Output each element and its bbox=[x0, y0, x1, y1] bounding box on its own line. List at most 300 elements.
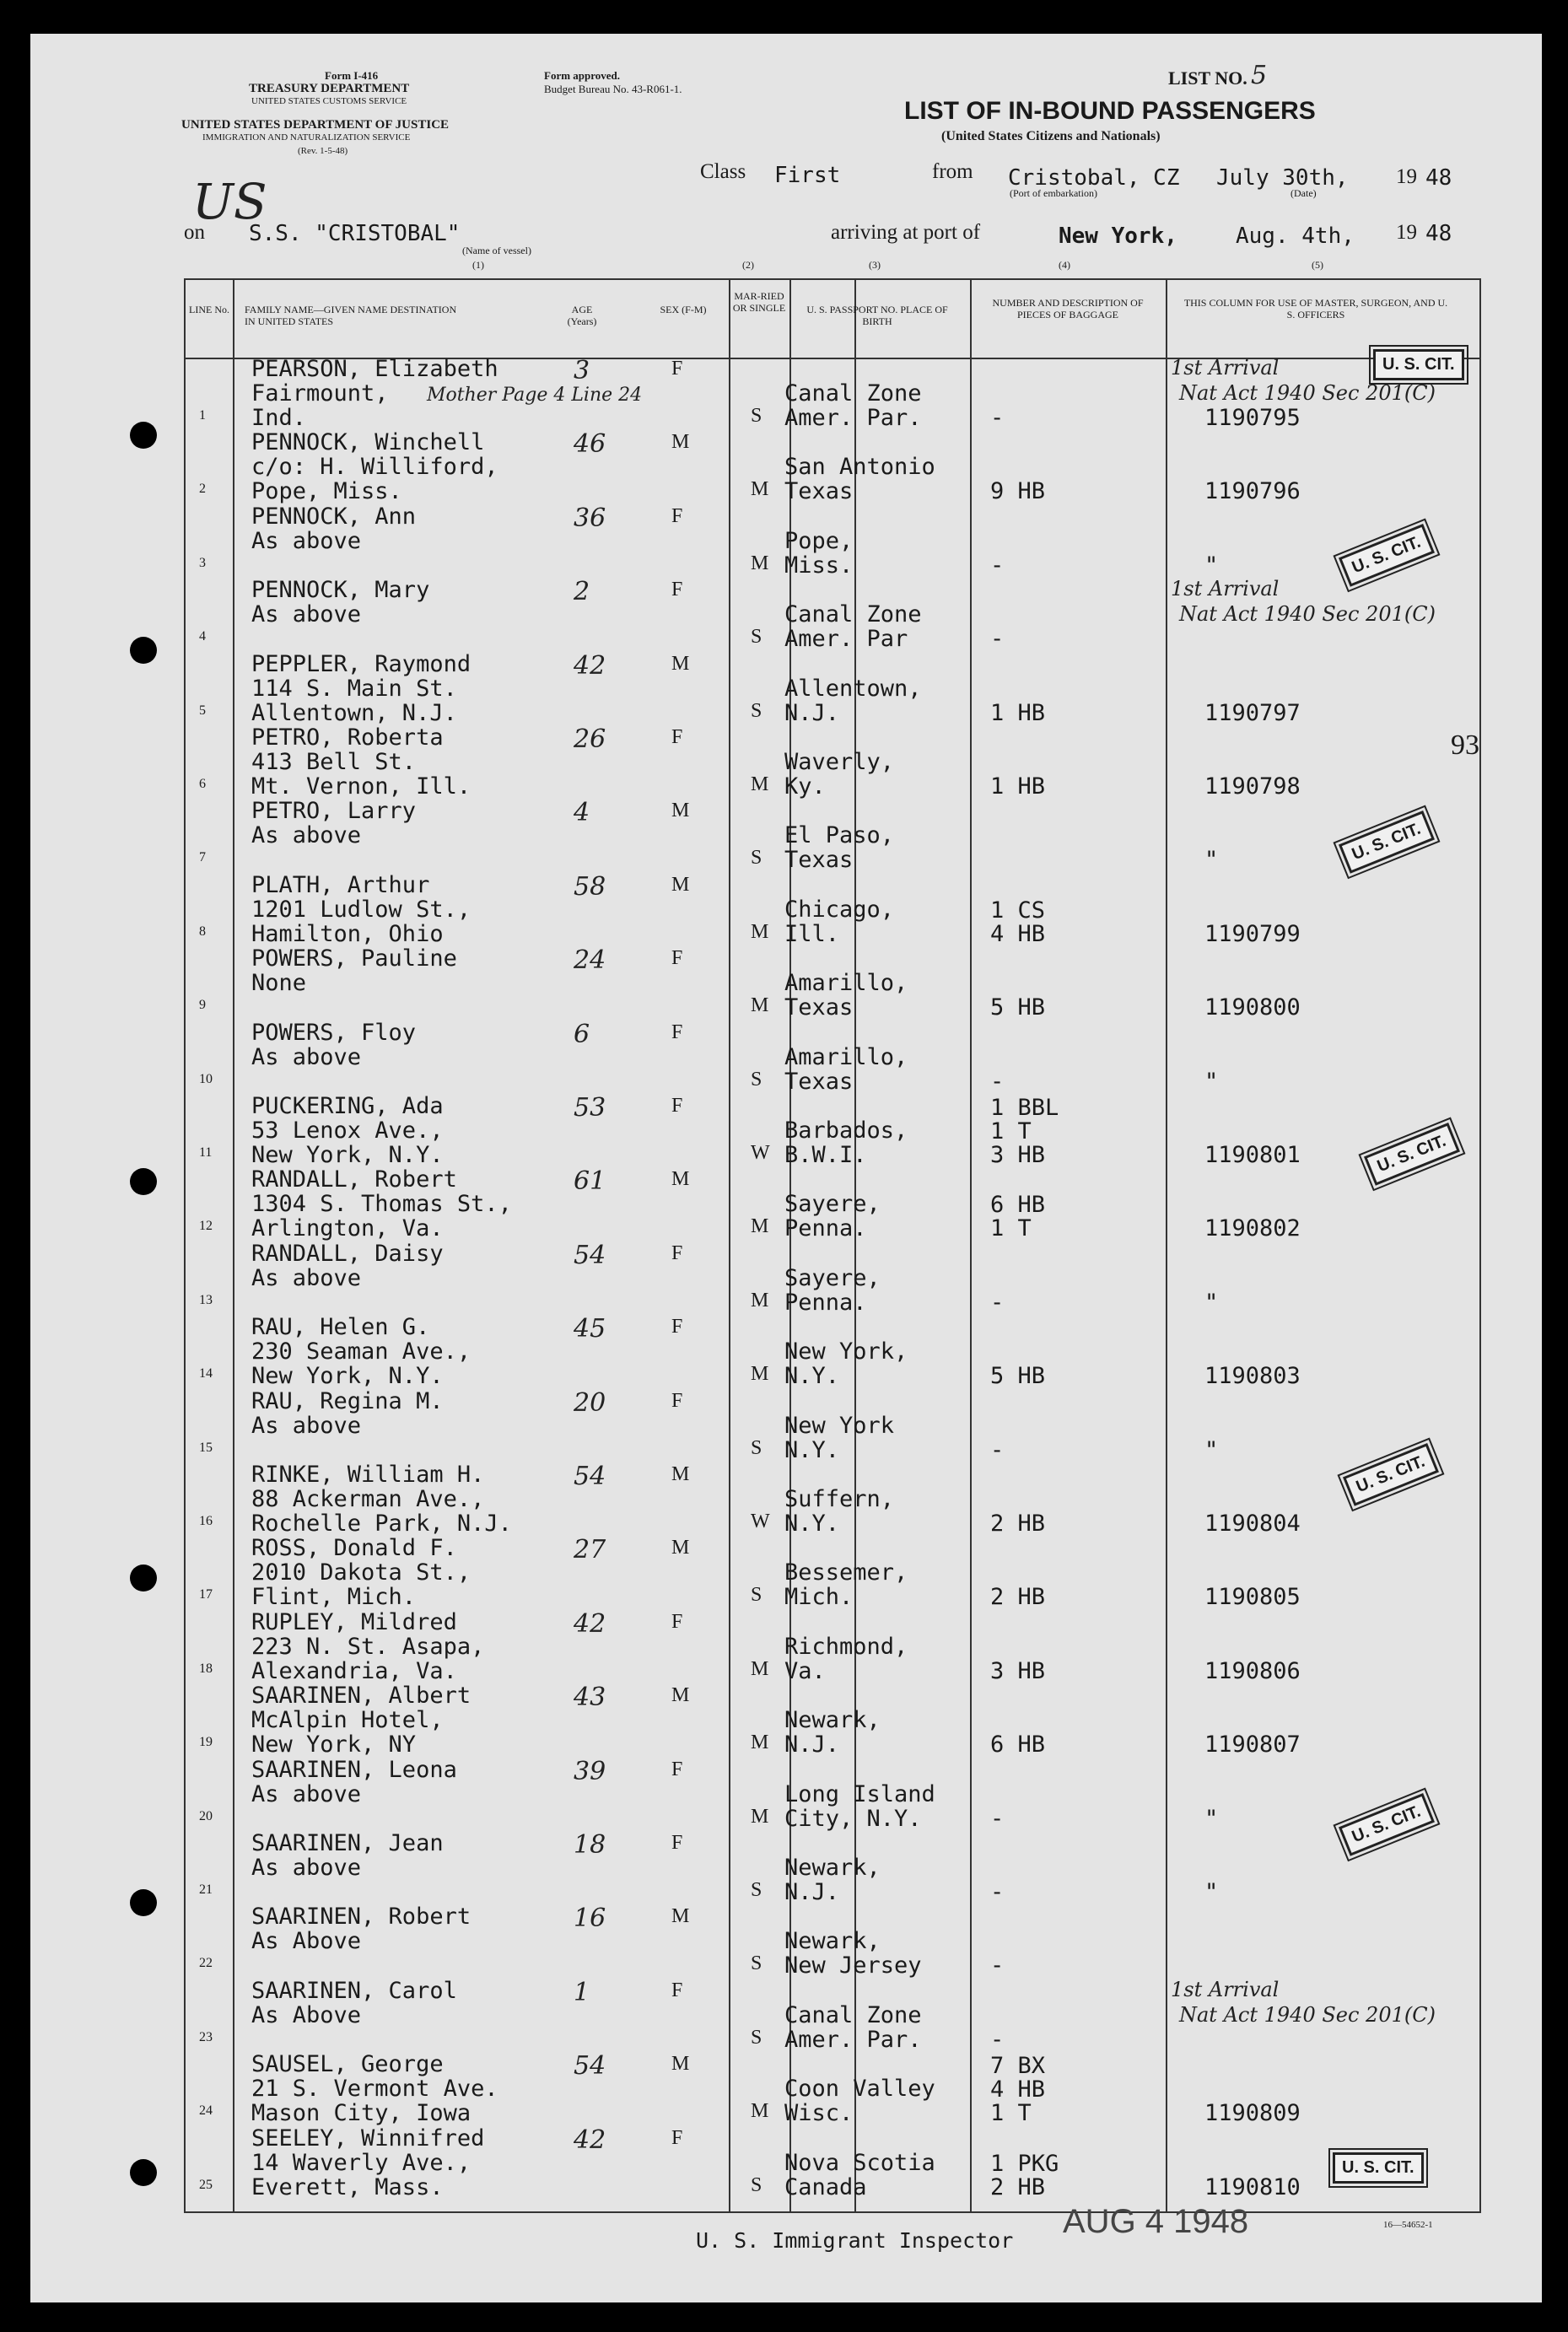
baggage-1: 1 HB bbox=[990, 699, 1046, 726]
ins-service: IMMIGRATION AND NATURALIZATION SERVICE bbox=[202, 132, 411, 143]
destination-line-2: Arlington, Va. bbox=[251, 1215, 444, 1242]
sex: M bbox=[671, 2053, 690, 2076]
arriving-label: arriving at port of bbox=[831, 221, 981, 244]
us-cit-stamp: U. S. CIT. bbox=[1364, 1123, 1460, 1186]
birth-place-1: Canal Zone bbox=[784, 380, 922, 407]
age: 4 bbox=[574, 798, 590, 828]
birth-place-1: El Paso, bbox=[784, 822, 895, 849]
baggage-3: 1 BBL bbox=[990, 1095, 1059, 1121]
destination-line-2: Mt. Vernon, Ill. bbox=[251, 773, 471, 800]
line-number: 18 bbox=[199, 1661, 213, 1676]
passenger-name: SAARINEN, Robert bbox=[251, 1904, 471, 1931]
baggage-2: 6 HB bbox=[990, 1192, 1046, 1219]
officer-annotation: 1st Arrival bbox=[1171, 356, 1280, 380]
budget-bureau: Budget Bureau No. 43-R061-1. bbox=[544, 83, 682, 95]
sex: F bbox=[671, 947, 683, 970]
embark-year: 48 bbox=[1425, 165, 1452, 191]
passenger-name: PEARSON, Elizabeth bbox=[251, 356, 498, 382]
sex: F bbox=[671, 1021, 683, 1043]
passport-number: 1190798 bbox=[1204, 773, 1301, 800]
col-header-name: FAMILY NAME—GIVEN NAME DESTINATION IN UNITED STATES bbox=[245, 304, 457, 327]
sex: M bbox=[671, 1905, 690, 1928]
birth-place-1: Bessemer, bbox=[784, 1559, 908, 1586]
sex: M bbox=[671, 800, 690, 822]
birth-place-2: Ky. bbox=[784, 773, 826, 800]
line-number: 3 bbox=[199, 555, 206, 570]
col-header-passport: U. S. PASSPORT NO. PLACE OF BIRTH bbox=[806, 304, 948, 327]
table-row bbox=[184, 1462, 1478, 1535]
sex: M bbox=[671, 1168, 690, 1191]
birth-place-1: Waverly, bbox=[784, 749, 895, 775]
passport-number: " bbox=[1204, 1289, 1219, 1316]
list-no-label: LIST NO. bbox=[1168, 67, 1247, 89]
birth-place-2: New Jersey bbox=[784, 1952, 922, 1979]
passport-number: " bbox=[1204, 552, 1219, 579]
birth-place-2: B.W.I. bbox=[784, 1142, 867, 1168]
birth-place-1: Newark, bbox=[784, 1928, 881, 1955]
marital-status: M bbox=[751, 552, 769, 574]
birth-place-1: New York, bbox=[784, 1338, 908, 1365]
birth-place-1: Richmond, bbox=[784, 1633, 908, 1660]
birth-place-2: N.Y. bbox=[784, 1363, 840, 1390]
col-header-sex: SEX (F-M) bbox=[660, 304, 707, 315]
destination-line-1: 413 Bell St. bbox=[251, 749, 417, 775]
baggage-1: 3 HB bbox=[990, 1657, 1046, 1684]
table-row bbox=[184, 429, 1478, 503]
birth-place-2: N.Y. bbox=[784, 1436, 840, 1463]
passenger-name: PETRO, Roberta bbox=[251, 724, 444, 751]
table-row bbox=[184, 1241, 1478, 1314]
punch-hole bbox=[130, 2159, 157, 2186]
age: 3 bbox=[574, 356, 590, 385]
baggage-1: 2 HB bbox=[990, 1511, 1046, 1537]
passenger-name: PLATH, Arthur bbox=[251, 871, 430, 898]
line-number: 4 bbox=[199, 629, 206, 644]
destination-line-1: As above bbox=[251, 1264, 362, 1291]
age: 45 bbox=[574, 1314, 606, 1344]
col-header-officers: THIS COLUMN FOR USE OF MASTER, SURGEON, AND U. S. OFFICERS bbox=[1183, 297, 1448, 320]
birth-place-2: Ill. bbox=[784, 920, 840, 947]
marital-status: W bbox=[751, 1511, 770, 1532]
sex: F bbox=[671, 504, 683, 527]
destination-line-1: 223 N. St. Asapa, bbox=[251, 1633, 485, 1660]
passenger-name: RANDALL, Daisy bbox=[251, 1240, 444, 1267]
destination-line-2: New York, N.Y. bbox=[251, 1363, 444, 1390]
on-label: on bbox=[184, 221, 205, 244]
col-num-3: (3) bbox=[869, 259, 881, 271]
page-title: LIST OF IN-BOUND PASSENGERS bbox=[904, 97, 1316, 125]
destination-line-1: 53 Lenox Ave., bbox=[251, 1118, 444, 1144]
customs-service: UNITED STATES CUSTOMS SERVICE bbox=[251, 96, 407, 106]
us-cit-stamp: U. S. CIT. bbox=[1339, 524, 1435, 587]
baggage-1: - bbox=[990, 1289, 1005, 1316]
revision: (Rev. 1-5-48) bbox=[298, 146, 348, 156]
marital-status: S bbox=[751, 626, 762, 649]
passport-number: 1190799 bbox=[1204, 920, 1301, 947]
sex: F bbox=[671, 579, 683, 601]
col-num-2: (2) bbox=[742, 259, 754, 271]
baggage-1: - bbox=[990, 405, 1005, 431]
line-number: 10 bbox=[199, 1071, 213, 1086]
sex: F bbox=[671, 1832, 683, 1854]
baggage-2: 1 CS bbox=[990, 897, 1046, 924]
destination-line-1: 230 Seaman Ave., bbox=[251, 1338, 471, 1365]
marital-status: S bbox=[751, 1436, 762, 1459]
baggage-1: 6 HB bbox=[990, 1731, 1046, 1758]
justice-dept: UNITED STATES DEPARTMENT OF JUSTICE bbox=[181, 118, 450, 132]
birth-place-1: Pope, bbox=[784, 527, 854, 554]
table-row bbox=[184, 1830, 1478, 1904]
marital-status: M bbox=[751, 1805, 769, 1828]
punch-hole bbox=[130, 1565, 157, 1591]
age: 43 bbox=[574, 1683, 606, 1713]
baggage-1: - bbox=[990, 2026, 1005, 2053]
baggage-2: 4 HB bbox=[990, 2076, 1046, 2103]
marital-status: M bbox=[751, 1363, 769, 1386]
age: 54 bbox=[574, 2051, 606, 2082]
baggage-1: - bbox=[990, 626, 1005, 653]
destination-line-1: McAlpin Hotel, bbox=[251, 1707, 444, 1734]
destination-line-1: As above bbox=[251, 1855, 362, 1881]
age: 20 bbox=[574, 1387, 606, 1418]
passport-number: 1190800 bbox=[1204, 994, 1301, 1021]
birth-place-1: Newark, bbox=[784, 1707, 881, 1734]
sex: M bbox=[671, 431, 690, 454]
destination-line-1: 114 S. Main St. bbox=[251, 675, 457, 702]
birth-place-2: City, N.Y. bbox=[784, 1805, 922, 1832]
line-number: 5 bbox=[199, 703, 206, 718]
age: 1 bbox=[574, 1977, 590, 2007]
passport-number: 1190810 bbox=[1204, 2173, 1301, 2200]
destination-line-2: Alexandria, Va. bbox=[251, 1657, 457, 1684]
birth-place-2: Canada bbox=[784, 2173, 867, 2200]
year-prefix: 19 bbox=[1396, 165, 1417, 188]
line-number: 1 bbox=[199, 408, 206, 423]
marital-status: M bbox=[751, 1215, 769, 1238]
destination-line-2: Ind. bbox=[251, 405, 307, 431]
passenger-name: SAUSEL, George bbox=[251, 2051, 444, 2078]
passenger-name: POWERS, Floy bbox=[251, 1019, 417, 1046]
marital-status: S bbox=[751, 2026, 762, 2049]
age: 2 bbox=[574, 577, 590, 607]
arrival-date: Aug. 4th, bbox=[1236, 224, 1355, 249]
destination-line-1: 88 Ackerman Ave., bbox=[251, 1486, 485, 1512]
destination-line-2: New York, N.Y. bbox=[251, 1142, 444, 1168]
destination-line-1: As above bbox=[251, 1780, 362, 1807]
table-row bbox=[184, 1683, 1478, 1756]
baggage-1: - bbox=[990, 1879, 1005, 1905]
marital-status: M bbox=[751, 478, 769, 501]
passport-number: " bbox=[1204, 1436, 1219, 1463]
passport-number: 1190803 bbox=[1204, 1363, 1301, 1390]
age: 27 bbox=[574, 1535, 606, 1565]
destination-line-1: 1304 S. Thomas St., bbox=[251, 1191, 512, 1218]
table-row bbox=[184, 798, 1478, 874]
destination-line-2: Everett, Mass. bbox=[251, 2173, 444, 2200]
sex: F bbox=[671, 1758, 683, 1780]
marital-status: S bbox=[751, 699, 762, 722]
birth-place-2: Texas bbox=[784, 994, 854, 1021]
us-cit-stamp: U. S. CIT. bbox=[1339, 1793, 1435, 1856]
birth-place-2: Mich. bbox=[784, 1584, 854, 1611]
passport-number: " bbox=[1204, 1805, 1219, 1832]
age: 26 bbox=[574, 724, 606, 754]
vessel-caption: (Name of vessel) bbox=[462, 245, 531, 256]
passenger-name: SAARINEN, Leona bbox=[251, 1756, 457, 1783]
birth-place-2: Va. bbox=[784, 1657, 826, 1684]
marital-status: S bbox=[751, 1584, 762, 1607]
sex: M bbox=[671, 1684, 690, 1707]
birth-place-2: Miss. bbox=[784, 552, 854, 579]
birth-place-2: Penna. bbox=[784, 1215, 867, 1242]
officer-annotation: 1st Arrival bbox=[1171, 1977, 1280, 2001]
passenger-name: PEPPLER, Raymond bbox=[251, 650, 471, 677]
age: 24 bbox=[574, 945, 606, 976]
col-num-5: (5) bbox=[1312, 259, 1323, 271]
passenger-name: POWERS, Pauline bbox=[251, 945, 457, 972]
arrival-port: New York, bbox=[1059, 224, 1177, 249]
line-number: 11 bbox=[199, 1145, 213, 1160]
passport-number: 1190801 bbox=[1204, 1142, 1301, 1168]
sex: M bbox=[671, 652, 690, 675]
passport-number: 1190804 bbox=[1204, 1511, 1301, 1537]
passenger-name: ROSS, Donald F. bbox=[251, 1535, 457, 1562]
baggage-1: 4 HB bbox=[990, 920, 1046, 947]
baggage-1: 5 HB bbox=[990, 994, 1046, 1021]
birth-place-1: Coon Valley bbox=[784, 2076, 935, 2103]
passenger-name: PENNOCK, Winchell bbox=[251, 429, 485, 456]
baggage-3: 7 BX bbox=[990, 2053, 1046, 2080]
line-number: 25 bbox=[199, 2177, 213, 2192]
passport-number: 1190806 bbox=[1204, 1657, 1301, 1684]
destination-line-1: 21 S. Vermont Ave. bbox=[251, 2076, 498, 2103]
destination-line-2: Flint, Mich. bbox=[251, 1584, 417, 1611]
line-number: 7 bbox=[199, 850, 206, 865]
age: 61 bbox=[574, 1166, 606, 1197]
passport-number: " bbox=[1204, 1879, 1219, 1905]
line-number: 21 bbox=[199, 1882, 213, 1897]
form-code: 16—54652-1 bbox=[1383, 2220, 1433, 2230]
birth-place-2: N.J. bbox=[784, 699, 840, 726]
birth-place-1: Suffern, bbox=[784, 1486, 895, 1512]
destination-line-1: 14 Waverly Ave., bbox=[251, 2149, 471, 2176]
table-row bbox=[184, 872, 1478, 945]
destination-line-1: None bbox=[251, 970, 307, 997]
birth-place-2: N.J. bbox=[784, 1731, 840, 1758]
sex: F bbox=[671, 726, 683, 748]
officer-annotation-2: Nat Act 1940 Sec 201(C) bbox=[1179, 602, 1436, 627]
passport-number: 1190809 bbox=[1204, 2100, 1301, 2127]
line-number: 13 bbox=[199, 1292, 213, 1307]
table-row bbox=[184, 1314, 1478, 1390]
marital-status: S bbox=[751, 847, 762, 870]
age: 16 bbox=[574, 1904, 606, 1934]
passenger-name: RUPLEY, Mildred bbox=[251, 1608, 457, 1635]
line-number: 24 bbox=[199, 2103, 213, 2119]
birth-place-1: Nova Scotia bbox=[784, 2149, 935, 2176]
marital-status: S bbox=[751, 1068, 762, 1091]
birth-place-1: Long Island bbox=[784, 1780, 935, 1807]
passport-number: " bbox=[1204, 847, 1219, 874]
punch-hole bbox=[130, 1889, 157, 1916]
marital-status: M bbox=[751, 994, 769, 1017]
port-embark-caption: (Port of embarkation) bbox=[1010, 187, 1097, 199]
col-header-age: AGE (Years) bbox=[567, 304, 597, 327]
treasury-dept: TREASURY DEPARTMENT bbox=[249, 82, 410, 95]
page-subtitle: (United States Citizens and Nationals) bbox=[941, 129, 1161, 143]
age: 42 bbox=[574, 650, 606, 681]
sex: F bbox=[671, 1389, 683, 1412]
destination-line-2: New York, NY bbox=[251, 1731, 417, 1758]
passport-number: 1190807 bbox=[1204, 1731, 1301, 1758]
birth-place-2: Amer. Par bbox=[784, 626, 908, 653]
destination-line-2: Allentown, N.J. bbox=[251, 699, 457, 726]
table-row bbox=[184, 356, 1478, 429]
baggage-1: 9 HB bbox=[990, 478, 1046, 505]
col-num-1: (1) bbox=[472, 259, 484, 271]
passport-number: 1190795 bbox=[1204, 405, 1301, 431]
passenger-name: RANDALL, Robert bbox=[251, 1166, 457, 1193]
passenger-name: PUCKERING, Ada bbox=[251, 1093, 444, 1119]
officer-annotation-2: Nat Act 1940 Sec 201(C) bbox=[1179, 2002, 1436, 2027]
sex: F bbox=[671, 358, 683, 380]
sex: M bbox=[671, 1537, 690, 1559]
birth-place-1: Canal Zone bbox=[784, 2001, 922, 2028]
from-label: from bbox=[932, 160, 973, 183]
col-header-married: MAR-RIED OR SINGLE bbox=[732, 290, 786, 314]
birth-place-1: Chicago, bbox=[784, 896, 895, 923]
marital-status: M bbox=[751, 920, 769, 943]
date-caption: (Date) bbox=[1291, 187, 1317, 199]
table-row bbox=[184, 577, 1478, 653]
destination-line-1: As above bbox=[251, 1412, 362, 1439]
marital-status: M bbox=[751, 773, 769, 795]
us-cit-stamp: U. S. CIT. bbox=[1373, 349, 1464, 380]
passenger-name: SAARINEN, Carol bbox=[251, 1977, 457, 2004]
destination-line-2: Pope, Miss. bbox=[251, 478, 402, 505]
destination-line-1: As Above bbox=[251, 2001, 362, 2028]
baggage-1: - bbox=[990, 1068, 1005, 1095]
sex: F bbox=[671, 1316, 683, 1338]
line-number: 9 bbox=[199, 998, 206, 1013]
us-cit-stamp: U. S. CIT. bbox=[1333, 2152, 1424, 2184]
sex: M bbox=[671, 873, 690, 896]
passenger-name: PENNOCK, Ann bbox=[251, 503, 417, 530]
destination-line-2: Rochelle Park, N.J. bbox=[251, 1511, 512, 1537]
line-number: 19 bbox=[199, 1735, 213, 1750]
destination-line-1: As above bbox=[251, 527, 362, 554]
birth-place-2: Texas bbox=[784, 847, 854, 874]
birth-place-1: Amarillo, bbox=[784, 970, 908, 997]
age: 54 bbox=[574, 1462, 606, 1491]
birth-place-1: Sayere, bbox=[784, 1264, 881, 1291]
date-stamp: AUG 4 1948 bbox=[1063, 2203, 1249, 2240]
marital-status: S bbox=[751, 2173, 762, 2196]
destination-line-1: 1201 Ludlow St., bbox=[251, 896, 471, 923]
birth-place-2: N.Y. bbox=[784, 1511, 840, 1537]
age: 54 bbox=[574, 1240, 606, 1270]
passenger-name: RAU, Helen G. bbox=[251, 1314, 430, 1341]
inspector-label: U. S. Immigrant Inspector bbox=[696, 2228, 1014, 2253]
birth-place-1: Amarillo, bbox=[784, 1043, 908, 1070]
table-row bbox=[184, 1904, 1478, 1977]
line-number: 20 bbox=[199, 1808, 213, 1823]
us-cit-stamp: U. S. CIT. bbox=[1339, 811, 1435, 874]
list-no-value: 5 bbox=[1251, 61, 1268, 90]
passport-number: " bbox=[1204, 1068, 1219, 1095]
marital-status: M bbox=[751, 1657, 769, 1680]
marital-status: M bbox=[751, 2100, 769, 2123]
col-header-baggage: NUMBER AND DESCRIPTION OF PIECES OF BAGGAGE bbox=[992, 297, 1144, 320]
destination-line-1: As above bbox=[251, 601, 362, 628]
marital-status: S bbox=[751, 405, 762, 427]
destination-line-1: Fairmount, bbox=[251, 380, 389, 407]
age: 42 bbox=[574, 1608, 606, 1639]
birth-place-1: New York bbox=[784, 1412, 895, 1439]
baggage-2: 1 PKG bbox=[990, 2150, 1059, 2177]
vessel-name: S.S. "CRISTOBAL" bbox=[249, 221, 461, 246]
passenger-name: SAARINEN, Albert bbox=[251, 1683, 471, 1710]
birth-place-1: Newark, bbox=[784, 1855, 881, 1881]
birth-place-2: Wisc. bbox=[784, 2100, 854, 2127]
marital-status: S bbox=[751, 1952, 762, 1975]
baggage-1: 1 T bbox=[990, 1215, 1032, 1242]
year-prefix-2: 19 bbox=[1396, 221, 1417, 244]
table-row bbox=[184, 724, 1478, 798]
passenger-name: RINKE, William H. bbox=[251, 1462, 485, 1488]
us-cit-stamp: U. S. CIT. bbox=[1343, 1443, 1439, 1506]
line-number: 16 bbox=[199, 1514, 213, 1528]
table-row bbox=[184, 1020, 1478, 1093]
sex: F bbox=[671, 1979, 683, 2001]
baggage-1: - bbox=[990, 1805, 1005, 1832]
col-num-4: (4) bbox=[1059, 259, 1070, 271]
line-number: 2 bbox=[199, 482, 206, 497]
table-row bbox=[184, 1388, 1478, 1462]
passport-number: 1190802 bbox=[1204, 1215, 1301, 1242]
birth-place-2: Amer. Par. bbox=[784, 2026, 922, 2053]
punch-hole bbox=[130, 1168, 157, 1195]
birth-place-2: Texas bbox=[784, 1068, 854, 1095]
passenger-name: RAU, Regina M. bbox=[251, 1387, 444, 1414]
sex: F bbox=[671, 1095, 683, 1117]
table-row bbox=[184, 1609, 1478, 1683]
form-approved: Form approved. bbox=[544, 69, 621, 82]
age: 6 bbox=[574, 1019, 590, 1049]
destination-line-1: As above bbox=[251, 822, 362, 849]
sex: M bbox=[671, 1463, 690, 1485]
baggage-1: 2 HB bbox=[990, 1584, 1046, 1611]
class-label: Class bbox=[700, 160, 746, 183]
class-value: First bbox=[774, 163, 841, 188]
table-row bbox=[184, 1166, 1478, 1240]
destination-line-2: Mason City, Iowa bbox=[251, 2100, 471, 2127]
line-number: 17 bbox=[199, 1587, 213, 1602]
us-mark: US bbox=[192, 173, 267, 230]
passenger-name: PENNOCK, Mary bbox=[251, 577, 430, 604]
destination-line-1: As above bbox=[251, 1043, 362, 1070]
destination-line-1: 2010 Dakota St., bbox=[251, 1559, 471, 1586]
age: 46 bbox=[574, 429, 606, 460]
passenger-name: SAARINEN, Jean bbox=[251, 1830, 444, 1856]
birth-place-1: Sayere, bbox=[784, 1191, 881, 1218]
line-number: 22 bbox=[199, 1956, 213, 1971]
birth-place-2: Amer. Par. bbox=[784, 405, 922, 431]
punch-hole bbox=[130, 422, 157, 449]
sex: F bbox=[671, 2126, 683, 2149]
table-row bbox=[184, 1978, 1478, 2051]
marital-status: M bbox=[751, 1289, 769, 1311]
